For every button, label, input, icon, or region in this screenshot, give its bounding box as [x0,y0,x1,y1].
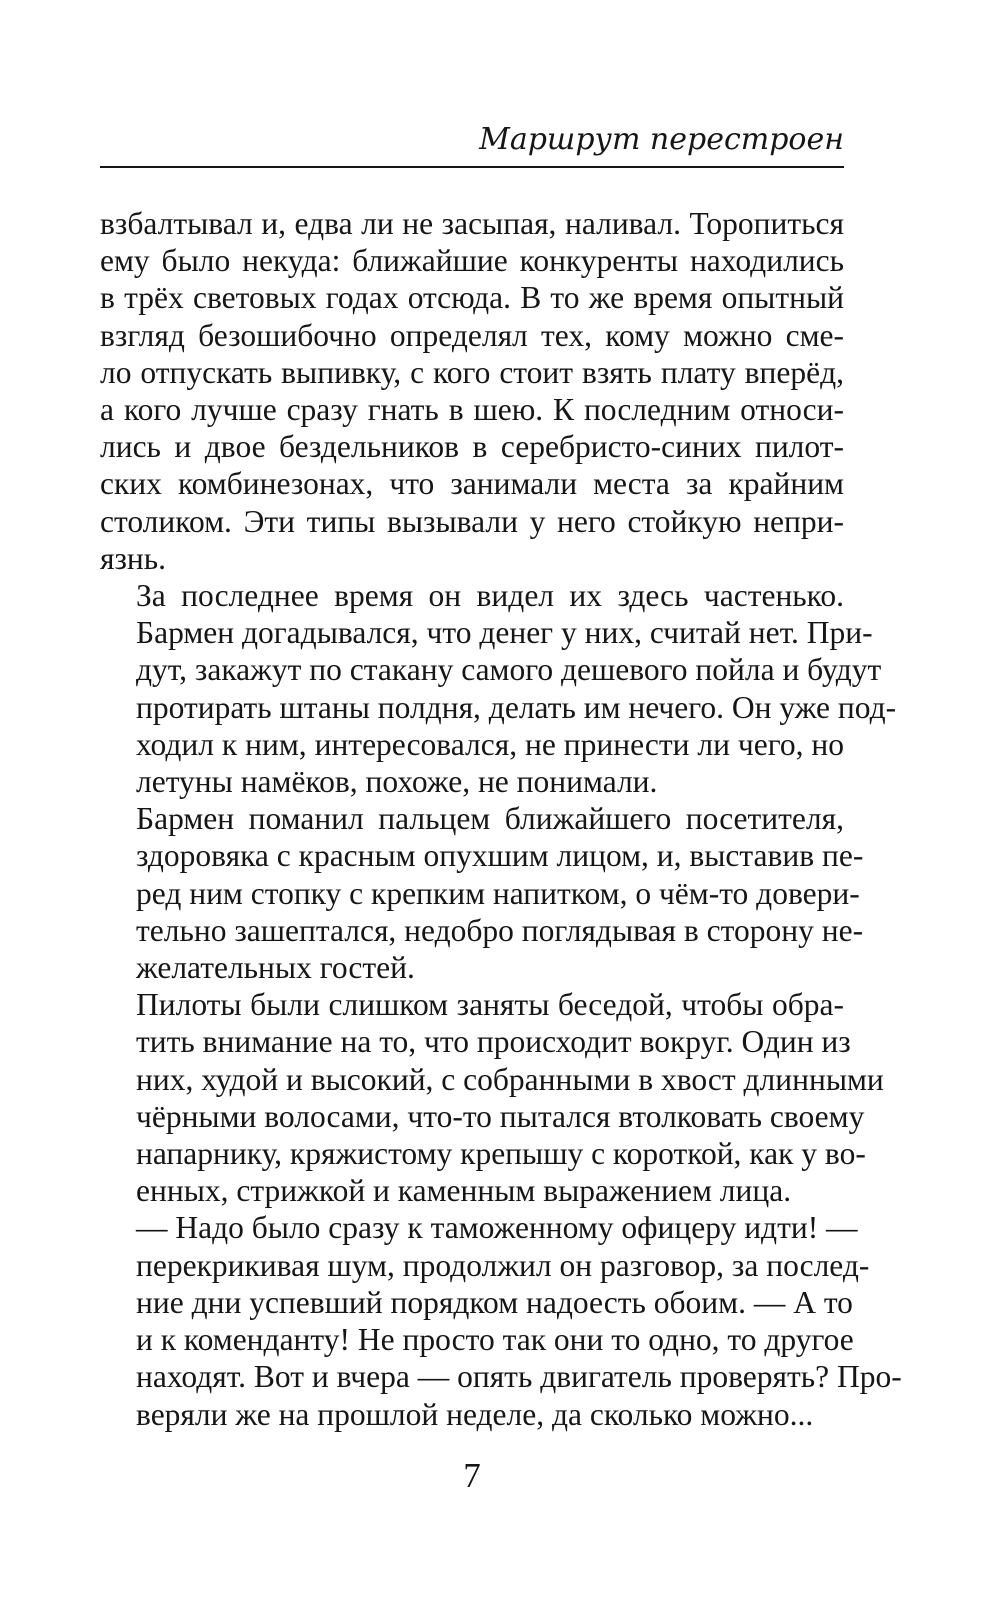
text-line: перекрикивая шум, продолжил он разговор, за послед- [136,1247,870,1283]
header-rule [100,166,844,168]
text-line: ред ним стопку с крепким напитком, о чём-то довери- [136,875,860,911]
text-line: веряли же на прошлой неделе, да сколько можно... [136,1396,814,1432]
text-line: столиком. Эти типы вызывали у него стойкую непри- [100,503,844,539]
body-text [100,205,902,1433]
text-line: в трёх световых годах отсюда. В то же время опытный [100,280,844,316]
text-line: протирать штаны полдня, делать им нечего. Он уже под- [136,689,897,725]
text-line: и к коменданту! Не просто так они то одно, то другое [136,1322,854,1358]
running-title: Маршрут перестроен [479,122,844,157]
text-line: летуны намёков, похоже, не понимали. [136,764,658,800]
text-line: Бармен догадывался, что денег у них, считай нет. При- [136,615,873,651]
text-line: напарнику, кряжистому крепышу с короткой, как у во- [136,1136,866,1172]
text-line: — Надо было сразу к таможенному офицеру идти! — [136,1210,858,1246]
text-line: ему было некуда: ближайшие конкуренты находились [100,243,844,279]
text-line: ходил к ним, интересовался, не принести ли чего, но [136,726,844,762]
text-line: взбалтывал и, едва ли не засыпая, наливал. Торопиться [100,206,844,241]
text-line: взгляд безошибочно определял тех, кому можно сме- [100,317,844,353]
text-line: Пилоты были слишком заняты беседой, чтобы обра- [136,987,844,1023]
text-line: ских комбинезонах, что занимали места за крайним [100,466,844,502]
paragraph [100,1209,902,1432]
text-line: енных, стрижкой и каменным выражением лица. [136,1173,792,1209]
text-line: находят. Вот и вчера — опять двигатель проверять? Про- [136,1359,902,1395]
text-line: здоровяка с красным опухшим лицом, и, выставив пе- [136,838,864,874]
text-line: язнь. [100,540,167,576]
paragraph [100,205,844,577]
page-number: 7 [463,1456,481,1495]
text-line: желательных гостей. [136,950,415,986]
text-line: дут, закажут по стакану самого дешевого пойла и будут [136,652,882,688]
paragraph [100,800,864,986]
text-line: За последнее время он видел их здесь частенько. [136,578,844,614]
text-line: а кого лучше сразу гнать в шею. К последним относи- [100,392,844,428]
text-line: Бармен поманил пальцем ближайшего посетителя, [136,801,844,837]
paragraph [100,577,897,800]
text-line: тельно зашептался, недобро поглядывая в сторону не- [136,912,864,948]
text-line: чёрными волосами, что-то пытался втолковать своему [136,1098,865,1134]
text-line: ло отпускать выпивку, с кого стоит взять плату вперёд, [100,354,844,390]
text-line: лись и двое бездельников в серебристо-синих пилот- [100,429,844,465]
text-line: них, худой и высокий, с собранными в хвост длинными [136,1061,884,1097]
text-line: ние дни успевший порядком надоесть обоим. — А то [136,1284,853,1320]
paragraph [100,986,884,1209]
text-line: тить внимание на то, что происходит вокруг. Один из [136,1024,851,1060]
